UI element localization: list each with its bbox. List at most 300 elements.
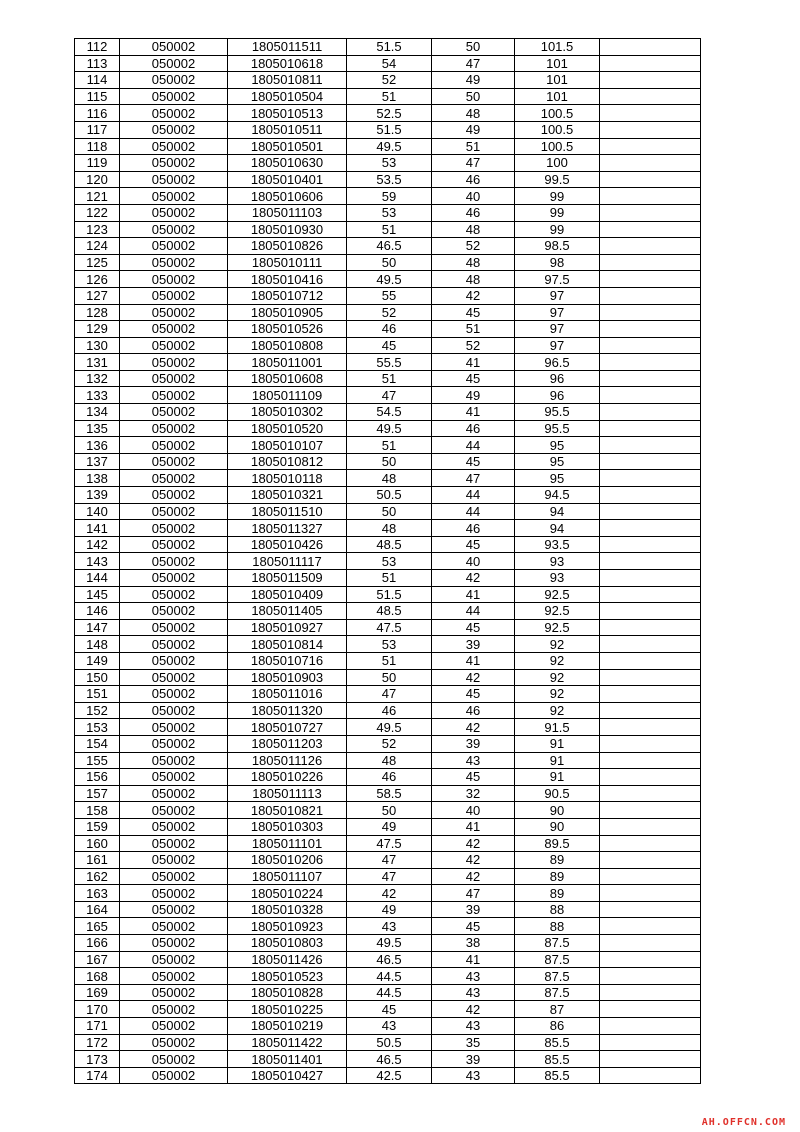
remark-cell [600, 719, 701, 736]
remark-cell [600, 304, 701, 321]
written-score-cell: 52 [347, 72, 432, 89]
written-score-cell: 44.5 [347, 984, 432, 1001]
written-score-cell: 48 [347, 520, 432, 537]
written-score-cell: 51 [347, 221, 432, 238]
remark-cell [600, 520, 701, 537]
remark-cell [600, 702, 701, 719]
total-score-cell: 95 [515, 437, 600, 454]
remark-cell [600, 404, 701, 421]
interview-score-cell: 41 [432, 652, 515, 669]
remark-cell [600, 370, 701, 387]
rank-cell: 157 [75, 785, 120, 802]
rank-cell: 169 [75, 984, 120, 1001]
ticket-number-cell: 1805010727 [228, 719, 347, 736]
remark-cell [600, 503, 701, 520]
written-score-cell: 47.5 [347, 835, 432, 852]
total-score-cell: 85.5 [515, 1051, 600, 1068]
table-row [75, 420, 701, 437]
ticket-number-cell: 1805011203 [228, 735, 347, 752]
total-score-cell: 97 [515, 337, 600, 354]
ticket-number-cell: 1805010504 [228, 88, 347, 105]
total-score-cell: 100.5 [515, 121, 600, 138]
position-code-cell: 050002 [120, 935, 228, 952]
written-score-cell: 44.5 [347, 968, 432, 985]
position-code-cell: 050002 [120, 918, 228, 935]
remark-cell [600, 105, 701, 122]
position-code-cell: 050002 [120, 370, 228, 387]
rank-cell: 158 [75, 802, 120, 819]
ticket-number-cell: 1805010526 [228, 321, 347, 338]
total-score-cell: 95.5 [515, 404, 600, 421]
ticket-number-cell: 1805010111 [228, 254, 347, 271]
position-code-cell: 050002 [120, 420, 228, 437]
remark-cell [600, 652, 701, 669]
position-code-cell: 050002 [120, 188, 228, 205]
interview-score-cell: 38 [432, 935, 515, 952]
rank-cell: 129 [75, 321, 120, 338]
remark-cell [600, 271, 701, 288]
total-score-cell: 94 [515, 520, 600, 537]
table-row [75, 652, 701, 669]
table-row [75, 188, 701, 205]
written-score-cell: 48 [347, 470, 432, 487]
total-score-cell: 101 [515, 55, 600, 72]
interview-score-cell: 52 [432, 337, 515, 354]
total-score-cell: 97 [515, 287, 600, 304]
rank-cell: 128 [75, 304, 120, 321]
position-code-cell: 050002 [120, 404, 228, 421]
score-table [74, 38, 701, 1084]
remark-cell [600, 1034, 701, 1051]
table-row [75, 719, 701, 736]
position-code-cell: 050002 [120, 1051, 228, 1068]
rank-cell: 163 [75, 885, 120, 902]
ticket-number-cell: 1805011001 [228, 354, 347, 371]
written-score-cell: 42.5 [347, 1067, 432, 1084]
total-score-cell: 100 [515, 155, 600, 172]
written-score-cell: 50.5 [347, 1034, 432, 1051]
written-score-cell: 46 [347, 321, 432, 338]
written-score-cell: 52.5 [347, 105, 432, 122]
rank-cell: 121 [75, 188, 120, 205]
interview-score-cell: 41 [432, 404, 515, 421]
position-code-cell: 050002 [120, 520, 228, 537]
ticket-number-cell: 1805010716 [228, 652, 347, 669]
total-score-cell: 90 [515, 818, 600, 835]
rank-cell: 116 [75, 105, 120, 122]
rank-cell: 146 [75, 603, 120, 620]
rank-cell: 149 [75, 652, 120, 669]
remark-cell [600, 852, 701, 869]
remark-cell [600, 1067, 701, 1084]
table-row [75, 951, 701, 968]
total-score-cell: 100.5 [515, 105, 600, 122]
position-code-cell: 050002 [120, 470, 228, 487]
interview-score-cell: 51 [432, 138, 515, 155]
remark-cell [600, 603, 701, 620]
table-row [75, 387, 701, 404]
table-row [75, 287, 701, 304]
written-score-cell: 45 [347, 337, 432, 354]
remark-cell [600, 935, 701, 952]
total-score-cell: 94 [515, 503, 600, 520]
written-score-cell: 50 [347, 802, 432, 819]
position-code-cell: 050002 [120, 852, 228, 869]
remark-cell [600, 802, 701, 819]
interview-score-cell: 47 [432, 55, 515, 72]
written-score-cell: 48.5 [347, 603, 432, 620]
remark-cell [600, 121, 701, 138]
position-code-cell: 050002 [120, 619, 228, 636]
written-score-cell: 43 [347, 1018, 432, 1035]
table-row [75, 171, 701, 188]
total-score-cell: 92 [515, 669, 600, 686]
total-score-cell: 97 [515, 321, 600, 338]
ticket-number-cell: 1805010630 [228, 155, 347, 172]
total-score-cell: 92.5 [515, 619, 600, 636]
position-code-cell: 050002 [120, 785, 228, 802]
written-score-cell: 53 [347, 553, 432, 570]
ticket-number-cell: 1805010923 [228, 918, 347, 935]
position-code-cell: 050002 [120, 437, 228, 454]
total-score-cell: 87.5 [515, 935, 600, 952]
interview-score-cell: 43 [432, 1018, 515, 1035]
position-code-cell: 050002 [120, 304, 228, 321]
rank-cell: 125 [75, 254, 120, 271]
remark-cell [600, 437, 701, 454]
table-row [75, 835, 701, 852]
written-score-cell: 54 [347, 55, 432, 72]
total-score-cell: 93 [515, 570, 600, 587]
rank-cell: 119 [75, 155, 120, 172]
ticket-number-cell: 1805011320 [228, 702, 347, 719]
rank-cell: 126 [75, 271, 120, 288]
total-score-cell: 98.5 [515, 238, 600, 255]
position-code-cell: 050002 [120, 155, 228, 172]
total-score-cell: 92 [515, 702, 600, 719]
remark-cell [600, 636, 701, 653]
total-score-cell: 95 [515, 470, 600, 487]
position-code-cell: 050002 [120, 138, 228, 155]
ticket-number-cell: 1805010401 [228, 171, 347, 188]
total-score-cell: 87.5 [515, 951, 600, 968]
interview-score-cell: 45 [432, 686, 515, 703]
rank-cell: 164 [75, 901, 120, 918]
ticket-number-cell: 1805010828 [228, 984, 347, 1001]
total-score-cell: 91 [515, 769, 600, 786]
written-score-cell: 51.5 [347, 586, 432, 603]
written-score-cell: 47.5 [347, 619, 432, 636]
position-code-cell: 050002 [120, 238, 228, 255]
total-score-cell: 98 [515, 254, 600, 271]
interview-score-cell: 44 [432, 503, 515, 520]
table-row [75, 304, 701, 321]
rank-cell: 114 [75, 72, 120, 89]
written-score-cell: 49.5 [347, 138, 432, 155]
table-row [75, 984, 701, 1001]
position-code-cell: 050002 [120, 868, 228, 885]
total-score-cell: 86 [515, 1018, 600, 1035]
position-code-cell: 050002 [120, 354, 228, 371]
total-score-cell: 89.5 [515, 835, 600, 852]
table-row [75, 636, 701, 653]
total-score-cell: 99.5 [515, 171, 600, 188]
position-code-cell: 050002 [120, 271, 228, 288]
ticket-number-cell: 1805010513 [228, 105, 347, 122]
written-score-cell: 42 [347, 885, 432, 902]
ticket-number-cell: 1805011401 [228, 1051, 347, 1068]
rank-cell: 122 [75, 204, 120, 221]
remark-cell [600, 337, 701, 354]
ticket-number-cell: 1805011509 [228, 570, 347, 587]
remark-cell [600, 1018, 701, 1035]
total-score-cell: 88 [515, 918, 600, 935]
rank-cell: 112 [75, 39, 120, 56]
ticket-number-cell: 1805010107 [228, 437, 347, 454]
table-row [75, 155, 701, 172]
rank-cell: 166 [75, 935, 120, 952]
written-score-cell: 49.5 [347, 935, 432, 952]
total-score-cell: 101 [515, 88, 600, 105]
interview-score-cell: 45 [432, 619, 515, 636]
remark-cell [600, 785, 701, 802]
written-score-cell: 47 [347, 852, 432, 869]
written-score-cell: 51 [347, 370, 432, 387]
interview-score-cell: 48 [432, 105, 515, 122]
ticket-number-cell: 1805010427 [228, 1067, 347, 1084]
table-row [75, 901, 701, 918]
table-row [75, 72, 701, 89]
ticket-number-cell: 1805010903 [228, 669, 347, 686]
remark-cell [600, 155, 701, 172]
written-score-cell: 55 [347, 287, 432, 304]
written-score-cell: 51 [347, 437, 432, 454]
table-row [75, 404, 701, 421]
position-code-cell: 050002 [120, 287, 228, 304]
total-score-cell: 91.5 [515, 719, 600, 736]
table-row [75, 553, 701, 570]
rank-cell: 165 [75, 918, 120, 935]
remark-cell [600, 238, 701, 255]
ticket-number-cell: 1805010608 [228, 370, 347, 387]
ticket-number-cell: 1805010523 [228, 968, 347, 985]
interview-score-cell: 41 [432, 586, 515, 603]
ticket-number-cell: 1805011426 [228, 951, 347, 968]
written-score-cell: 53 [347, 636, 432, 653]
position-code-cell: 050002 [120, 1018, 228, 1035]
ticket-number-cell: 1805010501 [228, 138, 347, 155]
position-code-cell: 050002 [120, 686, 228, 703]
ticket-number-cell: 1805010812 [228, 453, 347, 470]
written-score-cell: 46 [347, 702, 432, 719]
position-code-cell: 050002 [120, 387, 228, 404]
table-row [75, 968, 701, 985]
ticket-number-cell: 1805011103 [228, 204, 347, 221]
total-score-cell: 100.5 [515, 138, 600, 155]
ticket-number-cell: 1805010927 [228, 619, 347, 636]
ticket-number-cell: 1805010826 [228, 238, 347, 255]
table-row [75, 1067, 701, 1084]
remark-cell [600, 669, 701, 686]
remark-cell [600, 221, 701, 238]
ticket-number-cell: 1805010814 [228, 636, 347, 653]
rank-cell: 147 [75, 619, 120, 636]
position-code-cell: 050002 [120, 553, 228, 570]
remark-cell [600, 818, 701, 835]
remark-cell [600, 769, 701, 786]
position-code-cell: 050002 [120, 735, 228, 752]
rank-cell: 135 [75, 420, 120, 437]
interview-score-cell: 52 [432, 238, 515, 255]
rank-cell: 139 [75, 487, 120, 504]
rank-cell: 127 [75, 287, 120, 304]
table-row [75, 935, 701, 952]
interview-score-cell: 46 [432, 420, 515, 437]
interview-score-cell: 43 [432, 968, 515, 985]
total-score-cell: 92 [515, 636, 600, 653]
interview-score-cell: 39 [432, 901, 515, 918]
remark-cell [600, 885, 701, 902]
rank-cell: 113 [75, 55, 120, 72]
ticket-number-cell: 1805010409 [228, 586, 347, 603]
interview-score-cell: 41 [432, 354, 515, 371]
position-code-cell: 050002 [120, 951, 228, 968]
ticket-number-cell: 1805010303 [228, 818, 347, 835]
total-score-cell: 89 [515, 868, 600, 885]
remark-cell [600, 918, 701, 935]
position-code-cell: 050002 [120, 818, 228, 835]
table-row [75, 105, 701, 122]
rank-cell: 168 [75, 968, 120, 985]
remark-cell [600, 586, 701, 603]
table-row [75, 321, 701, 338]
interview-score-cell: 39 [432, 636, 515, 653]
remark-cell [600, 868, 701, 885]
remark-cell [600, 951, 701, 968]
ticket-number-cell: 1805011101 [228, 835, 347, 852]
total-score-cell: 99 [515, 204, 600, 221]
table-row [75, 1034, 701, 1051]
remark-cell [600, 88, 701, 105]
rank-cell: 124 [75, 238, 120, 255]
position-code-cell: 050002 [120, 39, 228, 56]
total-score-cell: 96.5 [515, 354, 600, 371]
total-score-cell: 99 [515, 188, 600, 205]
interview-score-cell: 41 [432, 951, 515, 968]
written-score-cell: 46.5 [347, 1051, 432, 1068]
written-score-cell: 49.5 [347, 271, 432, 288]
table-row [75, 254, 701, 271]
table-row [75, 1018, 701, 1035]
table-row [75, 453, 701, 470]
position-code-cell: 050002 [120, 1034, 228, 1051]
table-row [75, 354, 701, 371]
interview-score-cell: 45 [432, 370, 515, 387]
total-score-cell: 92 [515, 652, 600, 669]
table-row [75, 138, 701, 155]
written-score-cell: 43 [347, 918, 432, 935]
written-score-cell: 46 [347, 769, 432, 786]
total-score-cell: 85.5 [515, 1067, 600, 1084]
ticket-number-cell: 1805011511 [228, 39, 347, 56]
table-row [75, 437, 701, 454]
written-score-cell: 46.5 [347, 238, 432, 255]
remark-cell [600, 420, 701, 437]
written-score-cell: 50 [347, 669, 432, 686]
remark-cell [600, 487, 701, 504]
total-score-cell: 87 [515, 1001, 600, 1018]
position-code-cell: 050002 [120, 55, 228, 72]
total-score-cell: 89 [515, 885, 600, 902]
rank-cell: 117 [75, 121, 120, 138]
rank-cell: 115 [75, 88, 120, 105]
position-code-cell: 050002 [120, 1067, 228, 1084]
remark-cell [600, 968, 701, 985]
table-row [75, 1001, 701, 1018]
ticket-number-cell: 1805011405 [228, 603, 347, 620]
total-score-cell: 93.5 [515, 536, 600, 553]
table-row [75, 370, 701, 387]
rank-cell: 162 [75, 868, 120, 885]
ticket-number-cell: 1805010224 [228, 885, 347, 902]
remark-cell [600, 901, 701, 918]
written-score-cell: 49 [347, 818, 432, 835]
total-score-cell: 87.5 [515, 984, 600, 1001]
interview-score-cell: 51 [432, 321, 515, 338]
interview-score-cell: 40 [432, 553, 515, 570]
table-row [75, 88, 701, 105]
position-code-cell: 050002 [120, 337, 228, 354]
ticket-number-cell: 1805010206 [228, 852, 347, 869]
interview-score-cell: 39 [432, 735, 515, 752]
table-row [75, 204, 701, 221]
position-code-cell: 050002 [120, 802, 228, 819]
interview-score-cell: 48 [432, 221, 515, 238]
position-code-cell: 050002 [120, 901, 228, 918]
interview-score-cell: 41 [432, 818, 515, 835]
rank-cell: 142 [75, 536, 120, 553]
rank-cell: 118 [75, 138, 120, 155]
ticket-number-cell: 1805011113 [228, 785, 347, 802]
interview-score-cell: 49 [432, 121, 515, 138]
position-code-cell: 050002 [120, 636, 228, 653]
remark-cell [600, 752, 701, 769]
position-code-cell: 050002 [120, 652, 228, 669]
interview-score-cell: 50 [432, 88, 515, 105]
rank-cell: 133 [75, 387, 120, 404]
total-score-cell: 89 [515, 852, 600, 869]
position-code-cell: 050002 [120, 121, 228, 138]
interview-score-cell: 42 [432, 287, 515, 304]
written-score-cell: 53 [347, 204, 432, 221]
ticket-number-cell: 1805010328 [228, 901, 347, 918]
interview-score-cell: 39 [432, 1051, 515, 1068]
written-score-cell: 45 [347, 1001, 432, 1018]
rank-cell: 144 [75, 570, 120, 587]
table-row [75, 470, 701, 487]
watermark: AH.OFFCN.COM [701, 1117, 786, 1128]
position-code-cell: 050002 [120, 171, 228, 188]
remark-cell [600, 735, 701, 752]
written-score-cell: 49.5 [347, 719, 432, 736]
remark-cell [600, 1051, 701, 1068]
total-score-cell: 97.5 [515, 271, 600, 288]
interview-score-cell: 50 [432, 39, 515, 56]
ticket-number-cell: 1805011126 [228, 752, 347, 769]
ticket-number-cell: 1805010219 [228, 1018, 347, 1035]
table-row [75, 487, 701, 504]
interview-score-cell: 43 [432, 752, 515, 769]
